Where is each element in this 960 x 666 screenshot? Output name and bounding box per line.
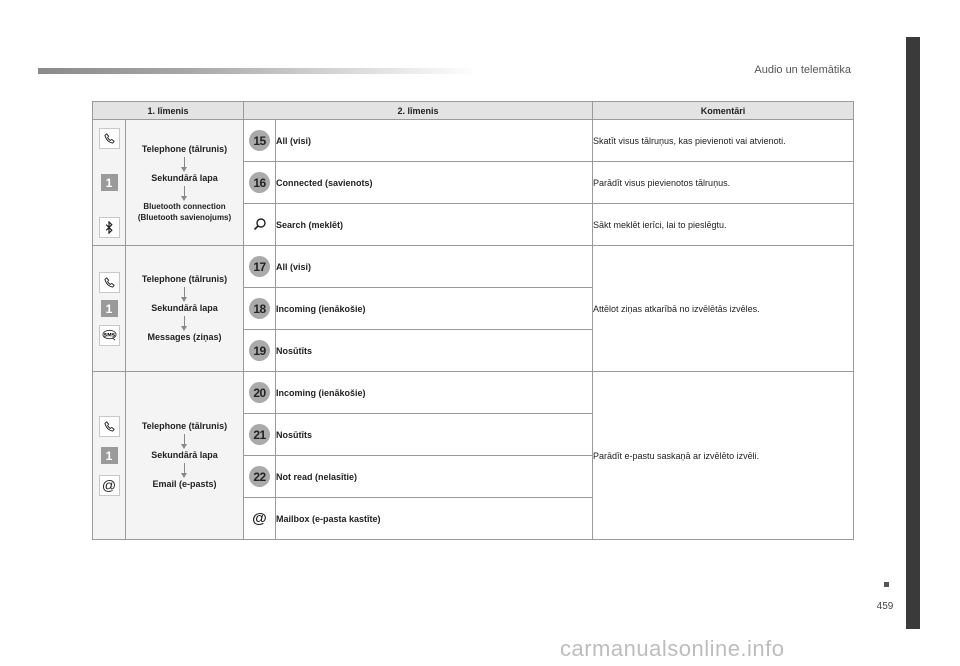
table-row [93,246,854,288]
down-arrow-icon [184,316,185,326]
number-17-icon: 17 [249,256,270,277]
option-icon-cell [244,414,276,456]
option-icon-cell [244,204,276,246]
path-secondary-page: Sekundārā lapa [151,450,218,460]
path-telephone: Telephone (tālrunis) [141,274,228,284]
path-email: Email (e-pasts) [152,479,217,489]
header-level1: 1. līmenis [93,102,244,120]
header-gradient-bar [38,68,478,74]
page-number: 459 [876,601,894,612]
section-title: Audio un telemātika [754,64,851,76]
number-21-icon: 21 [249,424,270,445]
comment-messages: Attēlot ziņas atkarībā no izvēlētās izvēles. [593,246,854,372]
comment-connected: Parādīt visus pievienotos tālruņus. [593,162,854,204]
group3-path [126,372,244,540]
table-row [93,120,854,162]
side-tab-bar [906,37,920,629]
down-arrow-icon [184,287,185,297]
path-bluetooth-connection: Bluetooth connection (Bluetooth savienojums) [137,201,232,222]
option-icon-cell [244,330,276,372]
number-15-icon: 15 [249,130,270,151]
down-arrow-icon [184,157,185,167]
table-header-row [93,102,854,120]
group1-path [126,120,244,246]
down-arrow-icon [184,463,185,473]
path-secondary-page: Sekundārā lapa [151,303,218,313]
option-sent-email: Nosūtīts [276,414,593,456]
phone-icon [99,128,120,149]
number-18-icon: 18 [249,298,270,319]
comment-all: Skatīt visus tālruņus, kas pievienoti vai atvienoti. [593,120,854,162]
option-mailbox: Mailbox (e-pasta kastīte) [276,498,593,540]
phone-icon [99,272,120,293]
down-arrow-icon [184,186,185,196]
option-icon-cell [244,120,276,162]
path-telephone: Telephone (tālrunis) [141,421,228,431]
at-icon: @ [252,510,267,527]
option-incoming-email: Incoming (ienākošie) [276,372,593,414]
group2-icons [93,246,126,372]
number-22-icon: 22 [249,466,270,487]
path-telephone: Telephone (tālrunis) [141,143,228,154]
path-messages: Messages (ziņas) [147,332,222,342]
option-search: Search (meklēt) [276,204,593,246]
option-icon-cell [244,498,276,540]
option-sent-messages: Nosūtīts [276,330,593,372]
number-16-icon: 16 [249,172,270,193]
bluetooth-icon [99,217,120,238]
at-icon: @ [99,475,120,496]
option-incoming-messages: Incoming (ienākošie) [276,288,593,330]
page-marker [884,582,889,587]
header-comment: Komentāri [593,102,854,120]
option-all: All (visi) [276,120,593,162]
sms-icon [99,325,120,346]
group2-path [126,246,244,372]
option-connected: Connected (savienots) [276,162,593,204]
step-badge: 1 [101,447,118,464]
step-badge: 1 [101,174,118,191]
watermark: carmanualsonline.info [560,636,785,661]
option-icon-cell [244,246,276,288]
option-icon-cell [244,372,276,414]
step-badge: 1 [101,300,118,317]
option-all-messages: All (visi) [276,246,593,288]
option-icon-cell [244,162,276,204]
search-icon [253,223,267,233]
menu-table [92,101,854,540]
number-19-icon: 19 [249,340,270,361]
group1-icons [93,120,126,246]
number-20-icon: 20 [249,382,270,403]
down-arrow-icon [184,434,185,444]
group3-icons [93,372,126,540]
comment-search: Sākt meklēt ierīci, lai to pieslēgtu. [593,204,854,246]
table-row [93,372,854,414]
comment-email: Parādīt e-pastu saskaņā ar izvēlēto izvēli. [593,372,854,540]
header-level2: 2. līmenis [244,102,593,120]
option-not-read: Not read (nelasītie) [276,456,593,498]
option-icon-cell [244,456,276,498]
path-secondary-page: Sekundārā lapa [151,172,218,183]
option-icon-cell [244,288,276,330]
svg-text:SMS: SMS [103,333,115,339]
phone-icon [99,416,120,437]
